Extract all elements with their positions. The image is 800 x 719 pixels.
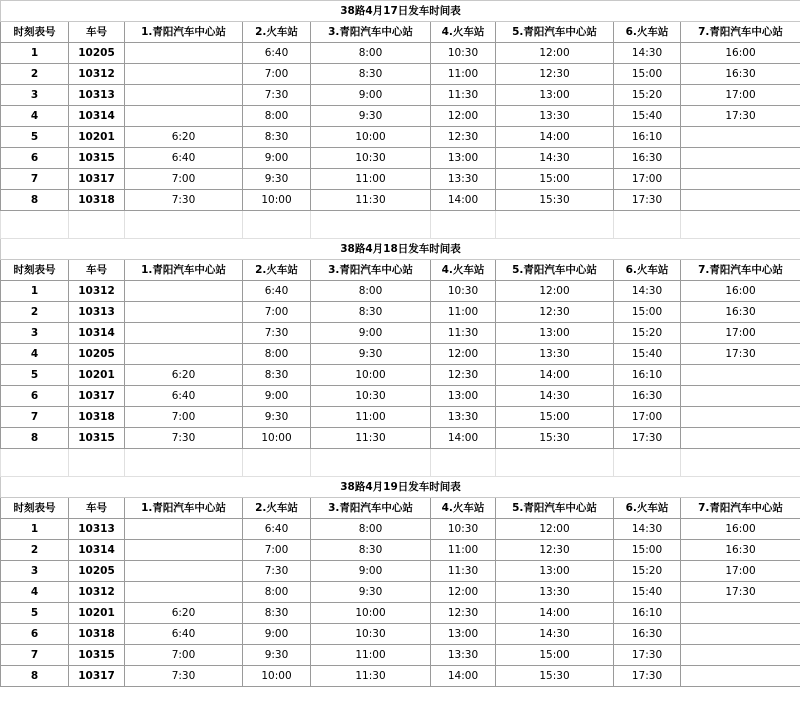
- departure-time-cell: 12:30: [431, 603, 496, 624]
- table-row: [1, 603, 800, 624]
- departure-time-cell: 13:30: [431, 645, 496, 666]
- schedule-number-cell: 1: [1, 519, 69, 540]
- departure-time-cell: [125, 64, 243, 85]
- table-row: [1, 148, 800, 169]
- departure-time-cell: 11:00: [431, 64, 496, 85]
- table-row: [1, 582, 800, 603]
- schedule-number-cell: 4: [1, 106, 69, 127]
- departure-time-cell: 6:40: [243, 43, 311, 64]
- schedule-number-cell: 8: [1, 190, 69, 211]
- departure-time-cell: 13:00: [496, 561, 614, 582]
- column-header: 时刻表号: [1, 22, 69, 43]
- departure-time-cell: 10:00: [311, 365, 431, 386]
- table-row: [1, 344, 800, 365]
- departure-time-cell: [125, 582, 243, 603]
- bus-number-cell: 10318: [69, 190, 125, 211]
- bus-number-cell: 10201: [69, 603, 125, 624]
- departure-time-cell: [681, 624, 800, 645]
- table-row: [1, 428, 800, 449]
- departure-time-cell: [125, 106, 243, 127]
- departure-time-cell: 14:30: [614, 281, 681, 302]
- schedule-number-cell: 7: [1, 645, 69, 666]
- departure-time-cell: 9:00: [243, 148, 311, 169]
- schedule-number-cell: 2: [1, 302, 69, 323]
- departure-time-cell: [681, 407, 800, 428]
- departure-time-cell: 13:00: [496, 323, 614, 344]
- bus-number-cell: 10314: [69, 540, 125, 561]
- departure-time-cell: 6:40: [125, 624, 243, 645]
- schedule-number-cell: 6: [1, 148, 69, 169]
- departure-time-cell: [125, 43, 243, 64]
- departure-time-cell: 11:00: [431, 540, 496, 561]
- empty-cell: [496, 449, 614, 477]
- departure-time-cell: 11:30: [431, 561, 496, 582]
- departure-time-cell: 8:30: [311, 302, 431, 323]
- departure-time-cell: 14:00: [496, 603, 614, 624]
- column-header: 4.火车站: [431, 498, 496, 519]
- column-header: 车号: [69, 22, 125, 43]
- departure-time-cell: 14:30: [496, 624, 614, 645]
- departure-time-cell: 15:30: [496, 666, 614, 687]
- departure-time-cell: 16:30: [681, 302, 800, 323]
- empty-cell: [681, 211, 800, 239]
- bus-number-cell: 10312: [69, 582, 125, 603]
- departure-time-cell: 9:00: [311, 323, 431, 344]
- spacer-row: [1, 211, 800, 239]
- departure-time-cell: 11:30: [311, 428, 431, 449]
- empty-cell: [681, 449, 800, 477]
- table-row: [1, 666, 800, 687]
- departure-time-cell: [125, 85, 243, 106]
- departure-time-cell: 16:10: [614, 603, 681, 624]
- schedule-number-cell: 6: [1, 624, 69, 645]
- departure-time-cell: 17:30: [614, 428, 681, 449]
- bus-number-cell: 10205: [69, 344, 125, 365]
- empty-cell: [311, 449, 431, 477]
- empty-cell: [431, 211, 496, 239]
- departure-time-cell: 12:00: [496, 43, 614, 64]
- column-header: 3.青阳汽车中心站: [311, 22, 431, 43]
- departure-time-cell: 15:30: [496, 428, 614, 449]
- departure-time-cell: 12:00: [431, 582, 496, 603]
- departure-time-cell: 10:30: [431, 281, 496, 302]
- table-row: [1, 407, 800, 428]
- departure-time-cell: 6:20: [125, 603, 243, 624]
- departure-time-cell: 17:30: [614, 190, 681, 211]
- bus-number-cell: 10318: [69, 624, 125, 645]
- departure-time-cell: 16:30: [614, 148, 681, 169]
- schedule-number-cell: 7: [1, 407, 69, 428]
- empty-cell: [69, 211, 125, 239]
- departure-time-cell: 9:30: [243, 645, 311, 666]
- departure-time-cell: [681, 666, 800, 687]
- schedule-number-cell: 8: [1, 666, 69, 687]
- departure-time-cell: [125, 540, 243, 561]
- departure-time-cell: 6:40: [125, 386, 243, 407]
- column-header: 车号: [69, 498, 125, 519]
- departure-time-cell: 13:00: [496, 85, 614, 106]
- departure-time-cell: 7:30: [125, 666, 243, 687]
- column-header-row: [1, 498, 800, 519]
- departure-time-cell: [681, 190, 800, 211]
- bus-number-cell: 10314: [69, 106, 125, 127]
- timetable-title: 38路4月17日发车时间表: [1, 1, 800, 22]
- table-row: [1, 386, 800, 407]
- departure-time-cell: 9:30: [311, 106, 431, 127]
- empty-cell: [1, 449, 69, 477]
- column-header: 7.青阳汽车中心站: [681, 498, 800, 519]
- column-header-row: [1, 22, 800, 43]
- departure-time-cell: 14:00: [431, 666, 496, 687]
- column-header: 3.青阳汽车中心站: [311, 498, 431, 519]
- departure-time-cell: 9:30: [311, 582, 431, 603]
- departure-time-cell: 9:30: [243, 169, 311, 190]
- column-header: 2.火车站: [243, 498, 311, 519]
- bus-number-cell: 10313: [69, 302, 125, 323]
- departure-time-cell: 15:00: [496, 169, 614, 190]
- departure-time-cell: 13:30: [431, 407, 496, 428]
- table-row: [1, 302, 800, 323]
- departure-time-cell: 10:30: [431, 519, 496, 540]
- departure-time-cell: 7:00: [125, 169, 243, 190]
- departure-time-cell: 7:30: [125, 190, 243, 211]
- schedule-number-cell: 1: [1, 281, 69, 302]
- departure-time-cell: 17:00: [681, 561, 800, 582]
- bus-number-cell: 10201: [69, 365, 125, 386]
- bus-number-cell: 10201: [69, 127, 125, 148]
- departure-time-cell: 9:00: [311, 85, 431, 106]
- departure-time-cell: 10:30: [311, 148, 431, 169]
- empty-cell: [125, 449, 243, 477]
- departure-time-cell: 8:30: [243, 365, 311, 386]
- departure-time-cell: 7:00: [243, 302, 311, 323]
- schedule-number-cell: 2: [1, 64, 69, 85]
- departure-time-cell: 12:30: [496, 540, 614, 561]
- departure-time-cell: 17:00: [614, 407, 681, 428]
- table-title-row: [1, 239, 800, 260]
- column-header: 时刻表号: [1, 498, 69, 519]
- departure-time-cell: 14:00: [431, 190, 496, 211]
- departure-time-cell: 17:30: [681, 344, 800, 365]
- departure-time-cell: 8:30: [243, 603, 311, 624]
- departure-time-cell: 7:00: [243, 540, 311, 561]
- departure-time-cell: 9:30: [311, 344, 431, 365]
- departure-time-cell: 12:30: [496, 64, 614, 85]
- departure-time-cell: 15:40: [614, 582, 681, 603]
- departure-time-cell: [681, 645, 800, 666]
- schedule-number-cell: 3: [1, 561, 69, 582]
- departure-time-cell: 14:00: [496, 365, 614, 386]
- departure-time-cell: [125, 281, 243, 302]
- column-header-row: [1, 260, 800, 281]
- column-header: 6.火车站: [614, 498, 681, 519]
- departure-time-cell: 16:00: [681, 519, 800, 540]
- schedule-number-cell: 7: [1, 169, 69, 190]
- schedule-number-cell: 2: [1, 540, 69, 561]
- departure-time-cell: 8:00: [243, 344, 311, 365]
- schedule-number-cell: 5: [1, 127, 69, 148]
- departure-time-cell: 13:00: [431, 624, 496, 645]
- departure-time-cell: 12:30: [496, 302, 614, 323]
- empty-cell: [243, 211, 311, 239]
- column-header: 1.青阳汽车中心站: [125, 498, 243, 519]
- departure-time-cell: 17:00: [681, 323, 800, 344]
- departure-time-cell: 7:30: [243, 561, 311, 582]
- departure-time-cell: 14:30: [496, 148, 614, 169]
- departure-time-cell: 15:40: [614, 106, 681, 127]
- departure-time-cell: [681, 127, 800, 148]
- departure-time-cell: 9:00: [243, 624, 311, 645]
- table-row: [1, 64, 800, 85]
- departure-time-cell: 9:30: [243, 407, 311, 428]
- departure-time-cell: 16:30: [681, 540, 800, 561]
- column-header: 7.青阳汽车中心站: [681, 22, 800, 43]
- departure-time-cell: 14:00: [431, 428, 496, 449]
- bus-number-cell: 10317: [69, 666, 125, 687]
- column-header: 5.青阳汽车中心站: [496, 498, 614, 519]
- bus-number-cell: 10312: [69, 64, 125, 85]
- departure-time-cell: 12:00: [431, 106, 496, 127]
- table-row: [1, 561, 800, 582]
- departure-time-cell: 17:00: [614, 169, 681, 190]
- table-row: [1, 645, 800, 666]
- schedule-number-cell: 3: [1, 323, 69, 344]
- departure-time-cell: 11:00: [431, 302, 496, 323]
- column-header: 7.青阳汽车中心站: [681, 260, 800, 281]
- schedule-number-cell: 3: [1, 85, 69, 106]
- departure-time-cell: 10:00: [243, 666, 311, 687]
- bus-number-cell: 10318: [69, 407, 125, 428]
- table-row: [1, 519, 800, 540]
- departure-time-cell: 12:30: [431, 127, 496, 148]
- empty-cell: [125, 211, 243, 239]
- departure-time-cell: 17:30: [614, 666, 681, 687]
- empty-cell: [69, 449, 125, 477]
- departure-time-cell: 6:40: [125, 148, 243, 169]
- departure-time-cell: 11:00: [311, 407, 431, 428]
- bus-number-cell: 10205: [69, 561, 125, 582]
- departure-time-cell: 16:10: [614, 127, 681, 148]
- table-row: [1, 127, 800, 148]
- empty-cell: [431, 449, 496, 477]
- column-header: 1.青阳汽车中心站: [125, 260, 243, 281]
- column-header: 3.青阳汽车中心站: [311, 260, 431, 281]
- schedule-number-cell: 6: [1, 386, 69, 407]
- departure-time-cell: [681, 365, 800, 386]
- departure-time-cell: [125, 323, 243, 344]
- departure-time-cell: 14:30: [496, 386, 614, 407]
- departure-time-cell: 13:30: [496, 106, 614, 127]
- departure-time-cell: 9:00: [311, 561, 431, 582]
- departure-time-cell: [125, 302, 243, 323]
- bus-number-cell: 10317: [69, 386, 125, 407]
- departure-time-cell: 15:30: [496, 190, 614, 211]
- schedule-number-cell: 4: [1, 344, 69, 365]
- departure-time-cell: 6:20: [125, 365, 243, 386]
- bus-number-cell: 10314: [69, 323, 125, 344]
- departure-time-cell: 11:00: [311, 169, 431, 190]
- departure-time-cell: 11:30: [431, 323, 496, 344]
- column-header: 1.青阳汽车中心站: [125, 22, 243, 43]
- empty-cell: [243, 449, 311, 477]
- column-header: 2.火车站: [243, 260, 311, 281]
- departure-time-cell: 8:00: [311, 281, 431, 302]
- departure-time-cell: 15:20: [614, 323, 681, 344]
- timetable-title: 38路4月19日发车时间表: [1, 477, 800, 498]
- departure-time-cell: 16:00: [681, 43, 800, 64]
- empty-cell: [614, 449, 681, 477]
- departure-time-cell: 11:30: [431, 85, 496, 106]
- departure-time-cell: 13:00: [431, 148, 496, 169]
- departure-time-cell: 8:30: [243, 127, 311, 148]
- column-header: 5.青阳汽车中心站: [496, 22, 614, 43]
- departure-time-cell: 7:00: [125, 645, 243, 666]
- column-header: 2.火车站: [243, 22, 311, 43]
- departure-time-cell: 7:00: [125, 407, 243, 428]
- departure-time-cell: 8:30: [311, 540, 431, 561]
- empty-cell: [496, 211, 614, 239]
- departure-time-cell: [681, 603, 800, 624]
- column-header: 4.火车站: [431, 260, 496, 281]
- departure-time-cell: 6:40: [243, 519, 311, 540]
- column-header: 4.火车站: [431, 22, 496, 43]
- departure-time-cell: 15:20: [614, 85, 681, 106]
- bus-number-cell: 10205: [69, 43, 125, 64]
- departure-time-cell: 15:00: [614, 302, 681, 323]
- departure-time-cell: 13:30: [496, 344, 614, 365]
- departure-time-cell: [681, 386, 800, 407]
- departure-time-cell: 16:30: [614, 624, 681, 645]
- departure-time-cell: 16:10: [614, 365, 681, 386]
- departure-time-cell: 6:40: [243, 281, 311, 302]
- column-header: 6.火车站: [614, 260, 681, 281]
- table-row: [1, 624, 800, 645]
- departure-time-cell: 7:30: [243, 323, 311, 344]
- departure-time-cell: 10:00: [311, 603, 431, 624]
- schedule-number-cell: 4: [1, 582, 69, 603]
- departure-time-cell: 15:00: [496, 645, 614, 666]
- departure-time-cell: [125, 344, 243, 365]
- table-row: [1, 106, 800, 127]
- departure-time-cell: 15:40: [614, 344, 681, 365]
- empty-cell: [311, 211, 431, 239]
- departure-time-cell: 13:30: [496, 582, 614, 603]
- departure-time-cell: [681, 148, 800, 169]
- column-header: 时刻表号: [1, 260, 69, 281]
- bus-number-cell: 10312: [69, 281, 125, 302]
- departure-time-cell: 15:20: [614, 561, 681, 582]
- departure-time-cell: 8:00: [243, 582, 311, 603]
- departure-time-cell: 16:30: [681, 64, 800, 85]
- bus-number-cell: 10315: [69, 148, 125, 169]
- departure-time-cell: 11:00: [311, 645, 431, 666]
- departure-time-cell: 10:30: [311, 386, 431, 407]
- table-row: [1, 169, 800, 190]
- departure-time-cell: 15:00: [614, 540, 681, 561]
- departure-time-cell: 7:00: [243, 64, 311, 85]
- departure-time-cell: [125, 519, 243, 540]
- departure-time-cell: 14:30: [614, 43, 681, 64]
- schedule-number-cell: 8: [1, 428, 69, 449]
- table-row: [1, 365, 800, 386]
- table-title-row: [1, 1, 800, 22]
- departure-time-cell: [681, 428, 800, 449]
- table-row: [1, 190, 800, 211]
- column-header: 车号: [69, 260, 125, 281]
- departure-time-cell: 8:00: [311, 43, 431, 64]
- table-row: [1, 540, 800, 561]
- departure-time-cell: 8:00: [311, 519, 431, 540]
- table-row: [1, 85, 800, 106]
- column-header: 5.青阳汽车中心站: [496, 260, 614, 281]
- departure-time-cell: 6:20: [125, 127, 243, 148]
- departure-time-cell: 17:00: [681, 85, 800, 106]
- bus-number-cell: 10317: [69, 169, 125, 190]
- departure-time-cell: 9:00: [243, 386, 311, 407]
- departure-time-cell: 13:30: [431, 169, 496, 190]
- departure-time-cell: 7:30: [243, 85, 311, 106]
- departure-time-cell: 17:30: [681, 106, 800, 127]
- departure-time-cell: [125, 561, 243, 582]
- departure-time-cell: 11:30: [311, 666, 431, 687]
- departure-time-cell: 12:30: [431, 365, 496, 386]
- departure-time-cell: 12:00: [496, 281, 614, 302]
- departure-time-cell: 7:30: [125, 428, 243, 449]
- departure-time-cell: 12:00: [431, 344, 496, 365]
- departure-time-cell: 15:00: [614, 64, 681, 85]
- departure-time-cell: 14:00: [496, 127, 614, 148]
- schedule-number-cell: 1: [1, 43, 69, 64]
- departure-time-cell: 10:00: [243, 190, 311, 211]
- departure-time-cell: 10:00: [243, 428, 311, 449]
- schedule-number-cell: 5: [1, 603, 69, 624]
- departure-time-cell: 16:00: [681, 281, 800, 302]
- bus-number-cell: 10313: [69, 85, 125, 106]
- departure-time-cell: 17:30: [614, 645, 681, 666]
- departure-time-cell: 10:30: [431, 43, 496, 64]
- departure-time-cell: 14:30: [614, 519, 681, 540]
- departure-time-cell: 13:00: [431, 386, 496, 407]
- departure-time-cell: 10:00: [311, 127, 431, 148]
- table-title-row: [1, 477, 800, 498]
- bus-number-cell: 10313: [69, 519, 125, 540]
- departure-time-cell: 8:30: [311, 64, 431, 85]
- schedule-number-cell: 5: [1, 365, 69, 386]
- departure-time-cell: 10:30: [311, 624, 431, 645]
- timetable-title: 38路4月18日发车时间表: [1, 239, 800, 260]
- table-row: [1, 281, 800, 302]
- departure-time-cell: 15:00: [496, 407, 614, 428]
- bus-number-cell: 10315: [69, 428, 125, 449]
- departure-time-cell: 16:30: [614, 386, 681, 407]
- departure-time-cell: 12:00: [496, 519, 614, 540]
- table-row: [1, 323, 800, 344]
- column-header: 6.火车站: [614, 22, 681, 43]
- departure-time-cell: 11:30: [311, 190, 431, 211]
- spacer-row: [1, 449, 800, 477]
- bus-number-cell: 10315: [69, 645, 125, 666]
- empty-cell: [614, 211, 681, 239]
- departure-time-cell: 17:30: [681, 582, 800, 603]
- table-row: [1, 43, 800, 64]
- empty-cell: [1, 211, 69, 239]
- departure-time-cell: [681, 169, 800, 190]
- departure-time-cell: 8:00: [243, 106, 311, 127]
